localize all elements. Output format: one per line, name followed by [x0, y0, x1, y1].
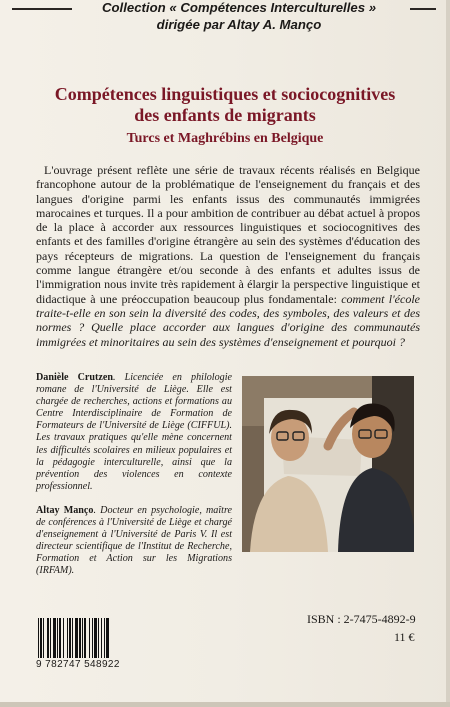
abstract-question: comment l'école traite-t-elle en son sein la diversité des codes, des symboles, des valeurs et des normes ? Quelle place accorder aux langues d'origine des communautés immigrées et minoritaires au sein des systèmes d'enseignement et pourquoi ? [36, 291, 420, 349]
barcode-bar [82, 618, 83, 658]
barcode-bar [63, 618, 64, 658]
barcode-digits: 9 782747 548922 [36, 659, 120, 670]
authors-photo-image [242, 376, 414, 552]
book-abstract [36, 163, 420, 349]
barcode-bar [43, 618, 44, 658]
barcode-bar [40, 618, 42, 658]
barcode-bar [101, 618, 102, 658]
barcode-bar [84, 618, 86, 658]
barcode-bar [104, 618, 105, 658]
series-editor: dirigée par Altay A. Mançο [156, 17, 322, 32]
barcode-bar [98, 618, 99, 658]
abstract-text: L'ouvrage présent reflète une série de travaux récents réalisés en Belgique francophone autour de la problématique de l'enseignement du français et des langues d'origine parmi les enfants issus des communautés immigrées marocaines et turques. Il a pour ambition de contribuer au débat actuel à propos de la place à accorder aux ressources linguistiques et sociocognitives des enfants et des familles d'origine étrangère au sein des systèmes d'éducation des pays récepteurs de migrations. La question de l'enseignement du français comme langue étrangère et/ou seconde à des enfants et adultes issus de l'immigration nous invite très rapidement à élargir la perspective linguistique et didactique à une préoccupation beaucoup plus fondamentale: [36, 163, 420, 306]
barcode-bar [53, 618, 56, 658]
author-name: Danièle Crutzen [36, 372, 113, 383]
barcode-bar [106, 618, 109, 658]
barcode-bar [59, 618, 61, 658]
authors-photo [242, 376, 414, 552]
barcode [36, 618, 148, 658]
author-bio-manco [36, 505, 232, 578]
book-title-line-2: des enfants de migrants [134, 105, 316, 125]
barcode-bar [92, 618, 93, 658]
book-title [0, 84, 450, 126]
author-bio-text: . Licenciée en philologie romane de l'Université de Liège. Elle est chargée de recherches, actions et formations au Centre Interdisciplinaire de Formation de Formateurs de l'Université de Liège (CIFFUL). Les travaux pratiques qu'elle mène concernent les difficultés scolaires en milieux populaires et la pédagogie interculturelle, ainsi que la prévention des violences en contexte professionnel. [36, 372, 232, 492]
book-subtitle: Turcs et Maghrébins en Belgique [126, 131, 324, 146]
barcode-bar [50, 618, 51, 658]
author-bio-text: . Docteur en psychologie, maître de conférences à l'Université de Liège et chargé d'enseignement à l'Université de Paris V. Il est directeur scientifique de l'Institut de Recherche, Formation et Action sur les Migrations (IRFAM). [36, 505, 232, 577]
author-bio-crutzen [36, 372, 232, 493]
barcode-bar [89, 618, 90, 658]
barcode-bar [57, 618, 58, 658]
barcode-bar [67, 618, 68, 658]
barcode-bar [38, 618, 39, 658]
cover-edge-bottom [0, 702, 450, 707]
barcode-bar [47, 618, 49, 658]
author-name: Altay Mançο [36, 505, 94, 516]
barcode-bar [72, 618, 73, 658]
barcode-bar [75, 618, 78, 658]
isbn: ISBN : 2-7475-4892-9 [307, 612, 416, 626]
barcode-bar [94, 618, 97, 658]
series-rule-right [410, 8, 436, 10]
price: 11 € [394, 630, 415, 644]
series-rule-left [12, 8, 72, 10]
series-name: Collection « Compétences Interculturelles » [101, 0, 377, 15]
barcode-bar [69, 618, 71, 658]
book-title-line-1: Compétences linguistiques et sociocognitives [54, 84, 396, 104]
barcode-bar [79, 618, 81, 658]
